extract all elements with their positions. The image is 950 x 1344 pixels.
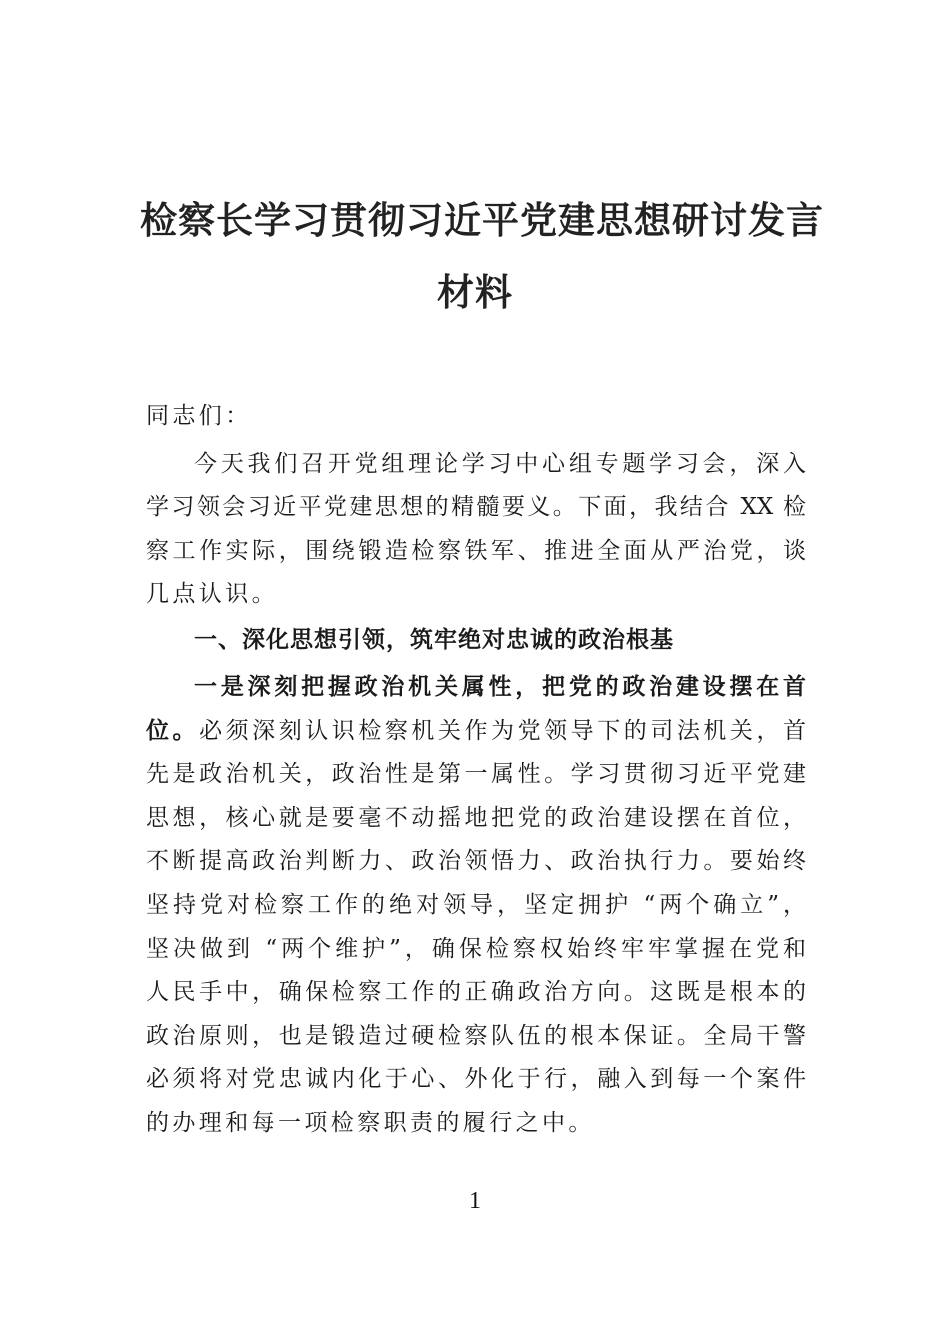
point-body-line: 思想，核心就是要毫不动摇地把党的政治建设摆在首位， xyxy=(146,805,806,831)
point-bold-lead: 位。 xyxy=(146,717,200,744)
intro-line: 今天我们召开党组理论学习中心组专题学习会，深入 xyxy=(194,451,806,477)
point-body-line xyxy=(146,711,806,751)
document-title-line-1: 检察长学习贯彻习近平党建思想研讨发言 xyxy=(140,198,824,242)
page-number: 1 xyxy=(469,1188,481,1214)
intro-line: 几点认识。 xyxy=(146,581,278,607)
point-body-line: 先是政治机关，政治性是第一属性。学习贯彻习近平党建 xyxy=(146,761,806,787)
intro-line: 学习领会习近平党建思想的精髓要义。下面，我结合 XX 检 xyxy=(146,494,806,520)
intro-line: 察工作实际，围绕锻造检察铁军、推进全面从严治党，谈 xyxy=(146,538,806,564)
point-body-line: 坚持党对检察工作的绝对领导，坚定拥护 “两个确立”， xyxy=(146,892,806,918)
point-body-line: 人民手中，确保检察工作的正确政治方向。这既是根本的 xyxy=(146,979,806,1005)
point-body-line: 坚决做到 “两个维护”，确保检察权始终牢牢掌握在党和 xyxy=(146,936,806,962)
point-body-line: 必须将对党忠诚内化于心、外化于行，融入到每一个案件 xyxy=(146,1066,806,1092)
document-title-line-2: 材料 xyxy=(437,270,513,314)
point-body-line: 不断提高政治判断力、政治领悟力、政治执行力。要始终 xyxy=(146,848,806,874)
point-body-text: 必须深刻认识检察机关作为党领导下的司法机关，首 xyxy=(199,718,807,744)
salutation: 同志们： xyxy=(146,403,252,429)
point-bold-title: 一是深刻把握政治机关属性，把党的政治建设摆在首 xyxy=(194,673,806,700)
point-body-line: 政治原则，也是锻造过硬检察队伍的根本保证。全局干警 xyxy=(146,1023,806,1049)
section-heading: 一、深化思想引领，筑牢绝对忠诚的政治根基 xyxy=(194,626,674,653)
point-body-line: 的办理和每一项检察职责的履行之中。 xyxy=(146,1110,595,1136)
